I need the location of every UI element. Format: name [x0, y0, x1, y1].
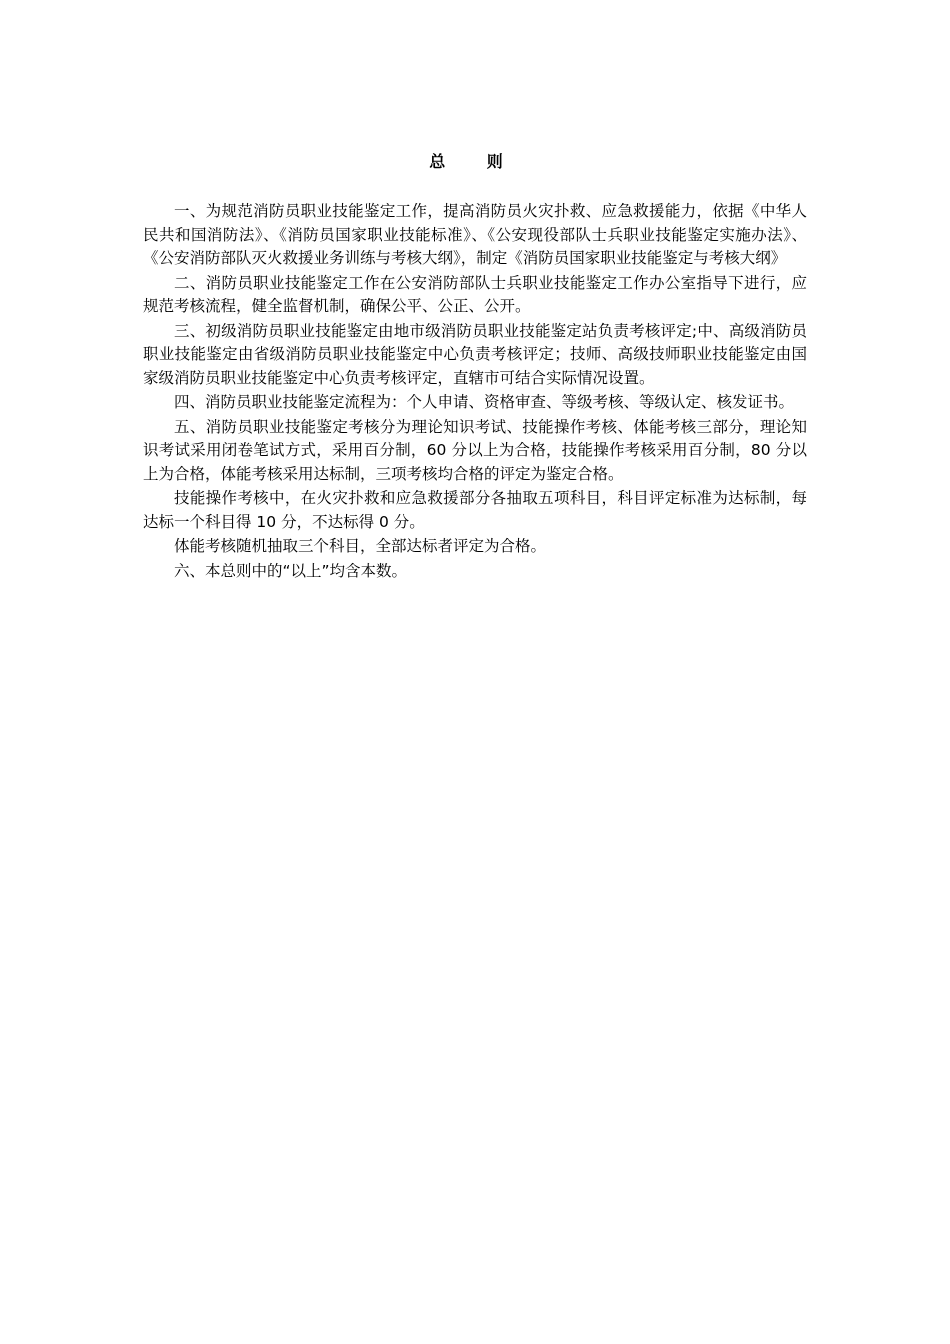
paragraph-6: 技能操作考核中，在火灾扑救和应急救援部分各抽取五项科目，科目评定标准为达标制，每达标一个科目得 10 分，不达标得 0 分。 [143, 489, 807, 531]
paragraph-5: 五、消防员职业技能鉴定考核分为理论知识考试、技能操作考核、体能考核三部分，理论知识考试采用闭卷笔试方式，采用百分制，60 分以上为合格，技能操作考核采用百分制，80 分以上为合格，体能考核采用达标制，三项考核均合格的评定为鉴定合格。 [143, 417, 807, 483]
paragraph-3: 三、初级消防员职业技能鉴定由地市级消防员职业技能鉴定站负责考核评定;中、高级消防员职业技能鉴定由省级消防员职业技能鉴定中心负责考核评定；技师、高级技师职业技能鉴定由国家级消防员职业技能鉴定中心负责考核评定，直辖市可结合实际情况设置。 [143, 321, 807, 387]
paragraph-1: 一、为规范消防员职业技能鉴定工作，提高消防员火灾扑救、应急救援能力，依据《中华人民共和国消防法》、《消防员国家职业技能标准》、《公安现役部队士兵职业技能鉴定实施办法》、《公安消防部队灭火救援业务训练与考核大纲》，制定《消防员国家职业技能鉴定与考核大纲》 [143, 202, 807, 267]
document-body [143, 200, 807, 584]
paragraph-8: 六、本总则中的“以上”均含本数。 [174, 561, 408, 580]
paragraph-7: 体能考核随机抽取三个科目，全部达标者评定为合格。 [174, 537, 547, 555]
paragraph-2: 二、消防员职业技能鉴定工作在公安消防部队士兵职业技能鉴定工作办公室指导下进行，应规范考核流程，健全监督机制，确保公平、公正、公开。 [143, 273, 807, 315]
paragraph-4: 四、消防员职业技能鉴定流程为：个人申请、资格审查、等级考核、等级认定、核发证书。 [174, 393, 795, 411]
page-title: 总 则 [429, 152, 521, 171]
